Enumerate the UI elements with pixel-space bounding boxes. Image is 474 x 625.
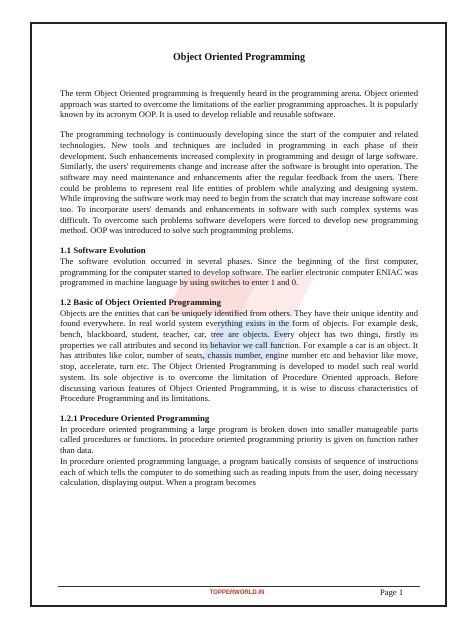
document-title: Object Oriented Programming	[172, 52, 305, 63]
section-heading-1-2-1: 1.2.1 Procedure Oriented Programming	[60, 412, 210, 423]
footer-site-link[interactable]: TOPPERWORLD.IN	[209, 590, 265, 596]
section-text-1-1: The software evolution occurred in several phases. Since the beginning of the first computer, programming for the computer started to develop software. The earlier electronic computer ENIAC was programmed in machine language by using switches to enter 1 and 0.	[60, 255, 418, 288]
section-heading-1-2: 1.2 Basic of Object Oriented Programming	[60, 296, 222, 307]
page-number: Page 1	[380, 587, 404, 597]
section-text-1-2: Objects are the entities that can be uniquely identified from others. They have their unique identity and found everywhere. In real world system everything exists in the form of objects. For example desk, bench, blackboard, student, teacher, car, tree are objects. Every object has two things, firstly its properties we call attributes and second its behavior we call function. For example a car is an object. It has attributes like color, number of seats, chassis number, engine number etc and behavior like move, stop, accelerate, turn etc. The Object Oriented Programming is developed to model such real world system. Its sole objective is to overcome the limitation of Procedure Oriented approach. Before discussing various features of Object Oriented Programming, it is wise to discuss characteristics of Procedure Programming and its limitations.	[60, 307, 418, 404]
section-heading-1-1: 1.1 Software Evolution	[60, 245, 146, 256]
footer-divider	[58, 586, 420, 587]
section-text-1-2-1-a: In procedure oriented programming a large program is broken down into smaller manageable parts called procedures or functions. In procedure oriented programming priority is given on function rather than data.	[60, 423, 418, 456]
section-text-1-2-1-b: In procedure oriented programming language, a program basically consists of sequence of instructions each of which tells the computer to do something such as reading inputs from the user, doing necessary calculation, displaying output. When a program becomes	[60, 455, 418, 488]
intro-paragraph-2: The programming technology is continuously developing since the start of the computer and related technologies. New tools and techniques are included in programming in each phase of their development. Such enhancements increased complexity in programming and design of large software. Similarly, the users' requirements change and increase after the software is brought into operation. The software may need maintenance and enhancements after the regular feedback from the users. There could be problems to represent real life entities of problem while analyzing and designing system. While improving the software work may need to begin from the scratch that may increase software cost too. To incorporate users' demands and enhancements in software with such complex systems was difficult. To overcome such problems software developers were forced to develop new programming method. OOP was introduced to solve such programming problems.	[60, 129, 418, 236]
document-body	[60, 52, 418, 488]
intro-paragraph-1: The term Object Oriented programming is frequently heard in the programming arena. Object oriented approach was started to overcome the limitations of the earlier programming approaches. It is popularly known by its acronym OOP. It is used to develop reliable and reusable software.	[60, 88, 418, 120]
